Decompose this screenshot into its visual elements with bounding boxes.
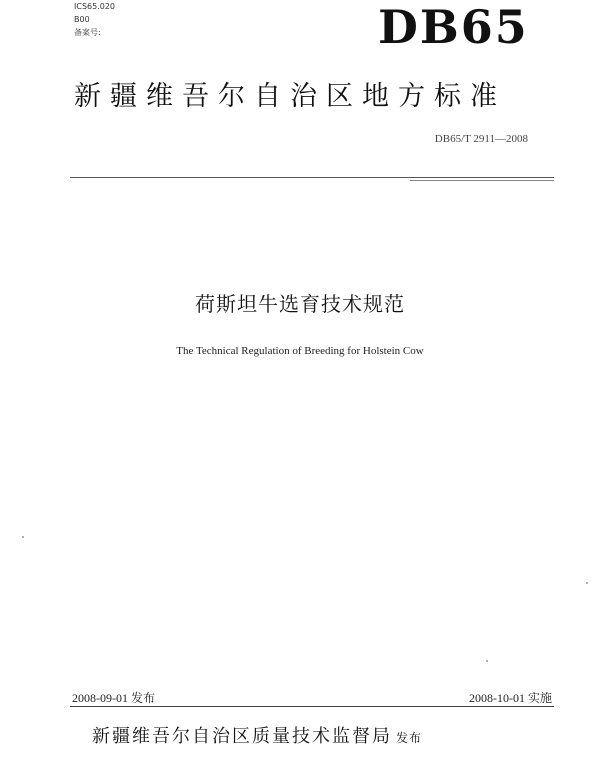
- top-divider-secondary: [410, 180, 554, 181]
- meta-block: [74, 0, 115, 39]
- publish-date: 2008-09-01 发布: [72, 691, 155, 705]
- standard-number: DB65/T 2911—2008: [434, 133, 528, 145]
- authority-title: 新疆维吾尔自治区地方标准: [74, 81, 506, 112]
- category-code: B00: [74, 15, 90, 24]
- bottom-divider: [70, 706, 554, 707]
- scan-speck: [486, 660, 488, 662]
- issuer-suffix: 发布: [396, 731, 423, 745]
- scan-speck: [22, 536, 24, 538]
- db-logo: DB65: [378, 0, 529, 54]
- ics-code: ICS65.020: [74, 2, 116, 11]
- effective-date: 2008-10-01 实施: [469, 691, 552, 705]
- document-title-english: The Technical Regulation of Breeding for Holstein Cow: [176, 345, 424, 357]
- filing-label: 备案号:: [74, 28, 101, 37]
- document-title-chinese: 荷斯坦牛选育技术规范: [195, 292, 405, 316]
- issuer-line: [92, 724, 422, 751]
- top-divider: [70, 177, 554, 178]
- scan-speck: [586, 582, 588, 584]
- issuer-name: 新疆维吾尔自治区质量技术监督局: [92, 726, 392, 747]
